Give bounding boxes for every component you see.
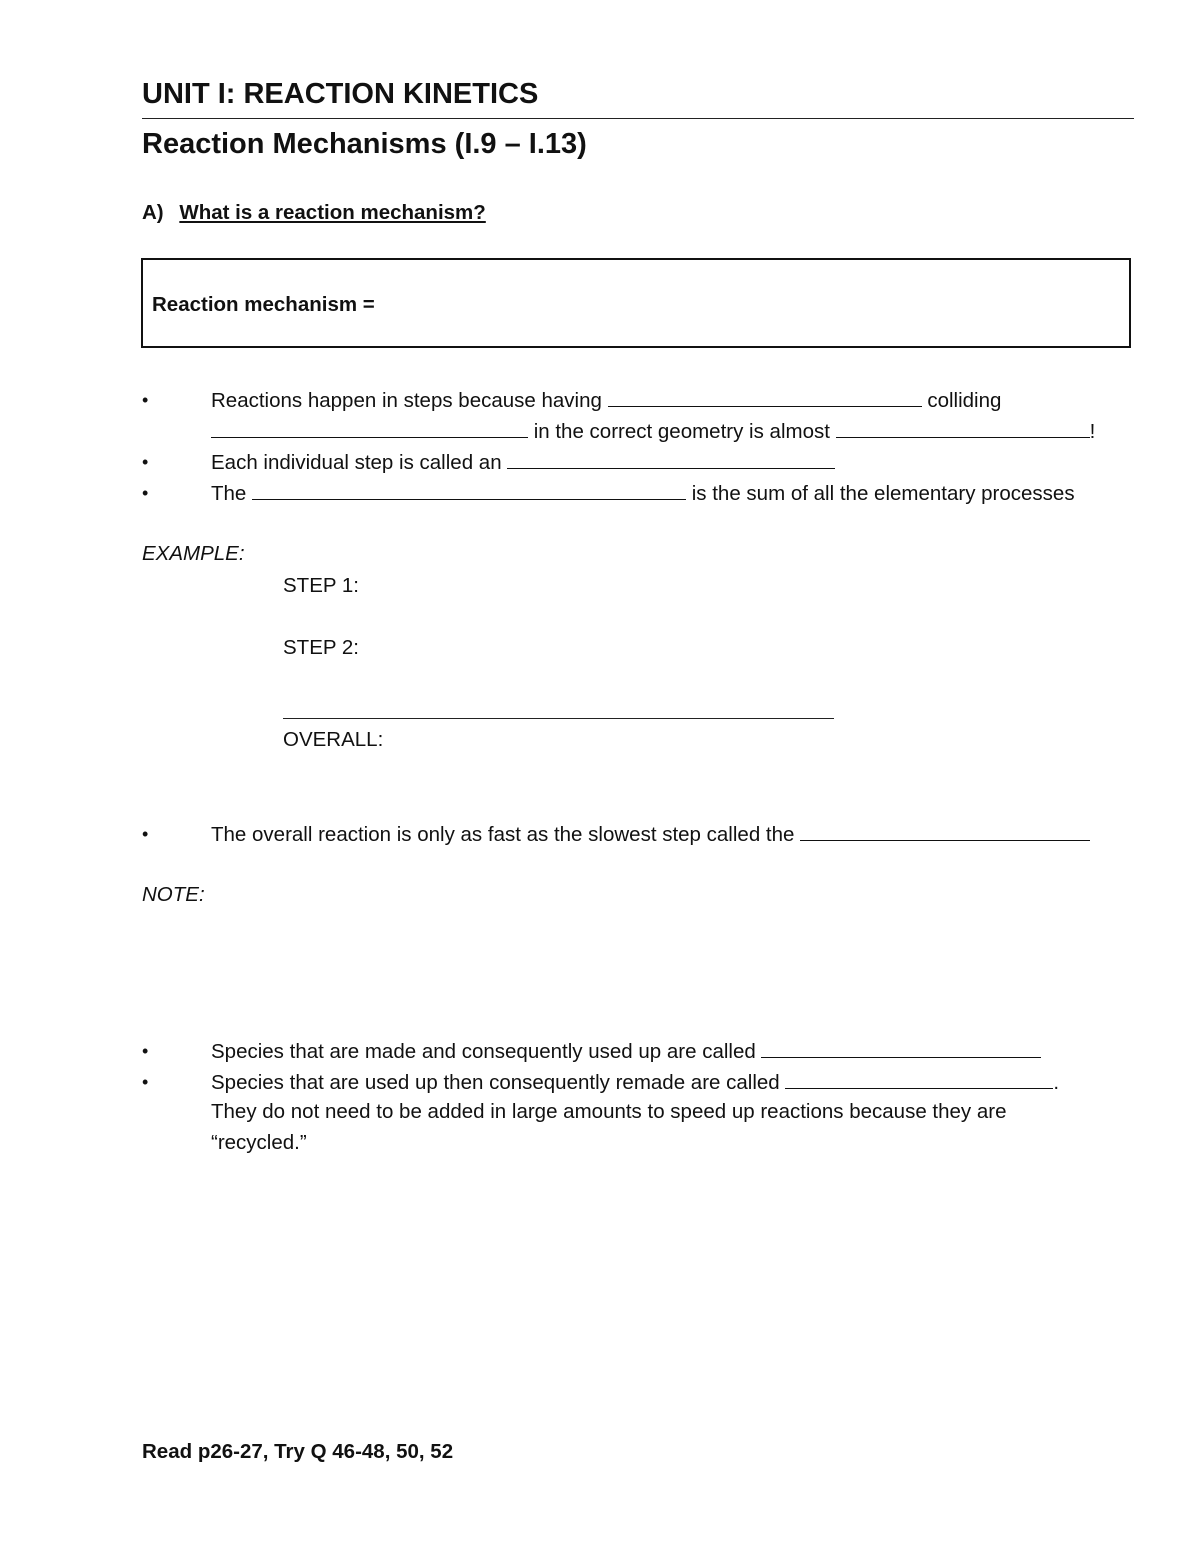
bullet-marker: • [142, 390, 149, 410]
bullet-marker: • [142, 1041, 149, 1061]
bullet-marker: • [142, 483, 149, 503]
bullet-steps-text-3: in the correct geometry is almost [533, 420, 830, 443]
bullet-intermediates-text: Species that are made and consequently used up are called [211, 1040, 756, 1063]
fill-in-blank[interactable] [800, 821, 1090, 841]
fill-in-blank[interactable] [507, 449, 835, 469]
unit-title: UNIT I: REACTION KINETICS [142, 78, 539, 110]
definition-label: Reaction mechanism = [152, 293, 375, 316]
bullet-catalysts-text: Species that are used up then consequently remade are called [211, 1071, 780, 1094]
bullet-catalysts-line3: “recycled.” [211, 1131, 307, 1154]
bullet-marker: • [142, 824, 149, 844]
example-step-2: STEP 2: [283, 636, 359, 659]
bullet-elementary-step [211, 449, 835, 475]
bullet-steps-text-2: colliding [927, 389, 1002, 412]
example-label: EXAMPLE: [142, 542, 245, 565]
bullet-elementary-text: Each individual step is called an [211, 451, 502, 474]
part-a-letter: A) [142, 201, 164, 224]
bullet-marker: • [142, 1072, 149, 1092]
bullet-intermediates [211, 1038, 1041, 1064]
reading-assignment: Read p26-27, Try Q 46-48, 50, 52 [142, 1440, 454, 1463]
fill-in-blank[interactable] [211, 418, 528, 438]
bullet-overall-sum [211, 480, 1075, 506]
definition-box [141, 258, 1131, 348]
fill-in-blank[interactable] [252, 480, 686, 500]
fill-in-blank[interactable] [785, 1069, 1053, 1089]
bullet-slowest-text: The overall reaction is only as fast as the slowest step called the [211, 823, 795, 846]
bullet-steps-line1 [211, 387, 1001, 413]
example-sum-line [283, 718, 834, 719]
part-a-heading [142, 201, 486, 225]
bullet-steps-line2 [211, 418, 1095, 444]
example-step-1: STEP 1: [283, 574, 359, 597]
bullet-catalysts-line2: They do not need to be added in large amounts to speed up reactions because they are [211, 1100, 1007, 1123]
note-label: NOTE: [142, 883, 205, 906]
bullet-slowest-step [211, 821, 1090, 847]
fill-in-blank[interactable] [836, 418, 1090, 438]
part-a-question: What is a reaction mechanism? [179, 201, 486, 224]
fill-in-blank[interactable] [761, 1038, 1041, 1058]
bullet-catalysts-line1 [211, 1069, 1059, 1095]
bullet-overall-text-2: is the sum of all the elementary processes [691, 482, 1075, 505]
bullet-overall-text-1: The [211, 482, 247, 505]
bullet-marker: • [142, 452, 149, 472]
section-title: Reaction Mechanisms (I.9 – I.13) [142, 128, 587, 160]
title-rule [142, 118, 1134, 119]
bullet-steps-end: ! [1089, 420, 1096, 443]
fill-in-blank[interactable] [608, 387, 922, 407]
bullet-catalysts-period: . [1053, 1071, 1060, 1094]
example-overall: OVERALL: [283, 728, 384, 751]
bullet-steps-text-1: Reactions happen in steps because having [211, 389, 602, 412]
